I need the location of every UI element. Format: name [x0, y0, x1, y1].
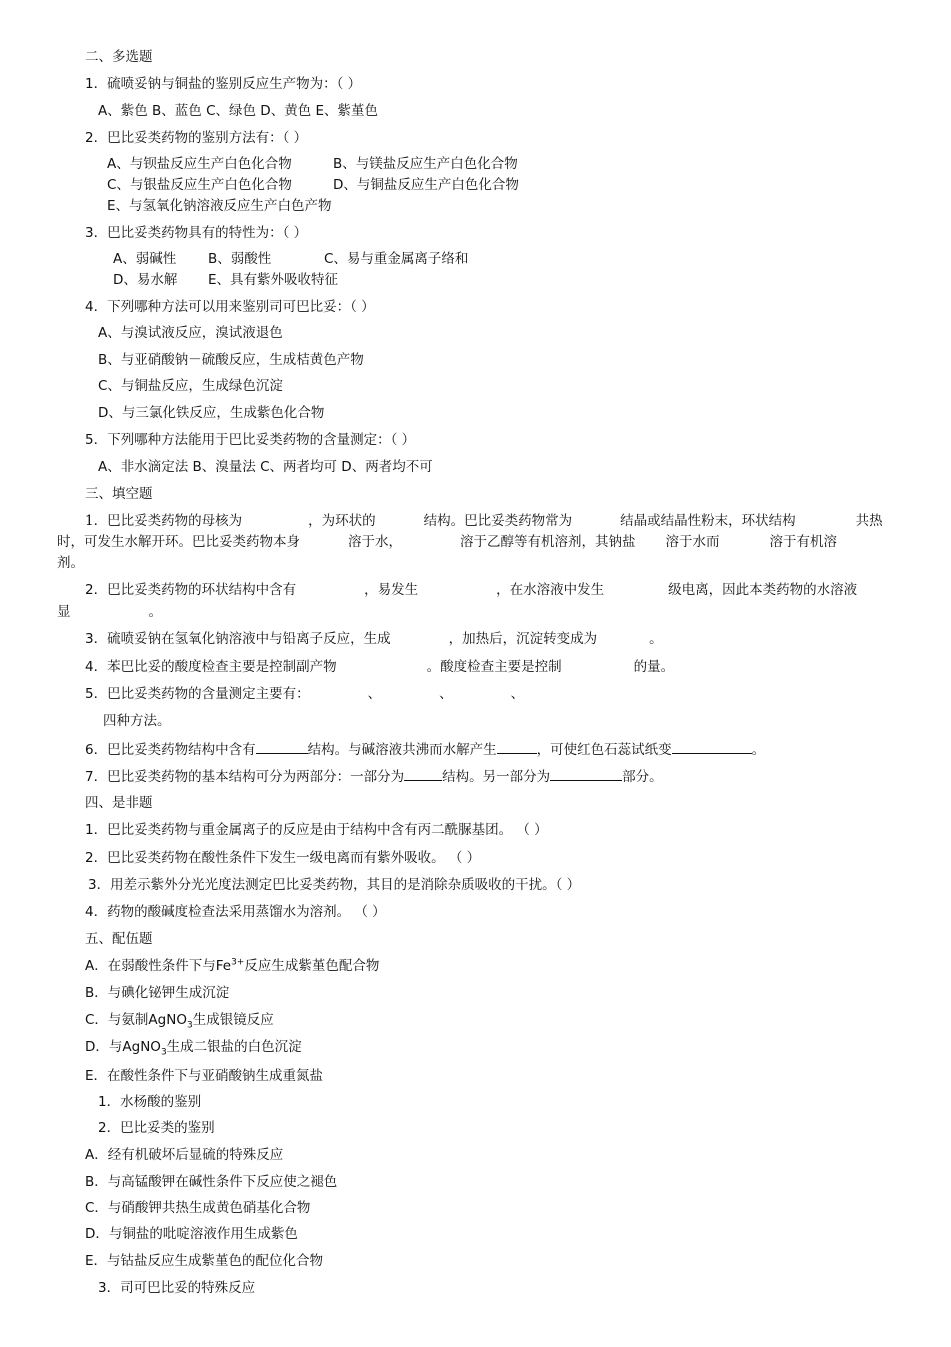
fill-text: 结构。与碱溶液共沸而水解产生 — [307, 742, 497, 758]
mc-q3-option-e: E、具有紫外吸收特征 — [208, 272, 339, 288]
fill-text: ，加热后，沉淀转变成为 — [448, 631, 598, 647]
fill-text: 5．巴比妥类药物的含量测定主要有： — [85, 686, 310, 702]
mc-q3-option-b: B、弱酸性 — [208, 251, 272, 267]
match-option-e: E．在酸性条件下与亚硝酸钠生成重氮盐 — [85, 1068, 324, 1084]
mc-q3-option-c: C、易与重金属离子络和 — [324, 251, 469, 267]
answer-blank[interactable] — [404, 767, 442, 781]
tf-question-1: 1．巴比妥类药物与重金属离子的反应是由于结构中含有丙二酰脲基团。 （ ） — [85, 822, 548, 838]
fill-text: 2．巴比妥类药物的环状结构中含有 — [85, 582, 297, 598]
mc-question-5: 5．下列哪种方法能用于巴比妥类药物的含量测定：（ ） — [85, 432, 416, 448]
mc-q4-option-c: C、与铜盐反应，生成绿色沉淀 — [98, 378, 283, 394]
match-text: A．在弱酸性条件下与Fe — [85, 958, 232, 974]
fill-text: 溶于水而 — [665, 534, 720, 550]
fill-question-5-line-1 — [85, 685, 524, 703]
fill-text: 溶于有机溶 — [769, 534, 837, 550]
mc-q2-option-d: D、与铜盐反应生产白色化合物 — [333, 177, 519, 193]
fill-question-1-line-2 — [57, 533, 837, 551]
mc-q3-option-a: A、弱碱性 — [113, 251, 177, 267]
section-5-title: 五、配伍题 — [85, 931, 153, 947]
fill-text: 显 — [57, 604, 71, 620]
match-option-b: B．与碘化铋钾生成沉淀 — [85, 985, 230, 1001]
match-text: C．与氨制AgNO — [85, 1012, 187, 1028]
mc-q5-options: A、非水滴定法 B、溴量法 C、两者均可 D、两者均不可 — [98, 459, 433, 475]
fill-text: 1．巴比妥类药物的母核为 — [85, 513, 243, 529]
answer-blank[interactable] — [497, 740, 537, 754]
mc-question-1: 1．硫喷妥钠与铜盐的鉴别反应生产物为：（ ） — [85, 76, 362, 92]
section-3-title: 三、填空题 — [85, 486, 153, 502]
match-item-1: 1．水杨酸的鉴别 — [98, 1094, 202, 1110]
fill-text: 的量。 — [633, 659, 675, 675]
answer-blank[interactable] — [672, 740, 752, 754]
fill-text: 。 — [751, 742, 766, 758]
match-text: 反应生成紫堇色配合物 — [244, 958, 380, 974]
subscript: 3 — [160, 1047, 167, 1058]
match-text: 生成二银盐的白色沉淀 — [166, 1039, 302, 1055]
section-2-title: 二、多选题 — [85, 49, 153, 65]
match-option-c — [85, 1011, 274, 1029]
fill-text: 4．苯巴比妥的酸度检查主要是控制副产物 — [85, 659, 337, 675]
match2-option-d: D．与铜盐的吡啶溶液作用生成紫色 — [85, 1226, 298, 1242]
fill-text: ，在水溶液中发生 — [496, 582, 605, 598]
mc-q2-option-c: C、与银盐反应生产白色化合物 — [107, 177, 292, 193]
fill-text: 。 — [649, 631, 663, 647]
mc-q2-option-e: E、与氢氧化钠溶液反应生产白色产物 — [107, 198, 332, 214]
fill-question-7 — [85, 767, 663, 786]
match2-option-e: E．与钴盐反应生成紫堇色的配位化合物 — [85, 1253, 324, 1269]
fill-question-2-line-1 — [85, 581, 857, 599]
fill-text: 、 — [510, 686, 525, 702]
superscript: 3+ — [231, 957, 245, 968]
mc-question-4: 4．下列哪种方法可以用来鉴别司可巴比妥：（ ） — [85, 299, 375, 315]
mc-q2-option-a: A、与钡盐反应生产白色化合物 — [107, 156, 292, 172]
fill-text: ，易发生 — [364, 582, 419, 598]
answer-blank[interactable] — [256, 740, 308, 754]
fill-text: ，可使红色石蕊试纸变 — [536, 742, 672, 758]
section-4-title: 四、是非题 — [85, 795, 153, 811]
mc-question-2: 2．巴比妥类药物的鉴别方法有：（ ） — [85, 130, 308, 146]
fill-text: 。 — [148, 604, 162, 620]
mc-q3-option-d: D、易水解 — [113, 272, 178, 288]
fill-question-5-line-2: 四种方法。 — [103, 713, 171, 729]
answer-blank[interactable] — [550, 767, 622, 781]
match2-option-a: A．经有机破坏后显硫的特殊反应 — [85, 1147, 284, 1163]
fill-text: 结构。巴比妥类药物常为 — [423, 513, 573, 529]
fill-question-2-line-2 — [57, 603, 162, 621]
fill-text: 3．硫喷妥钠在氢氧化钠溶液中与铅离子反应，生成 — [85, 631, 391, 647]
tf-question-3: 3．用差示紫外分光光度法测定巴比妥类药物，其目的是消除杂质吸收的干扰。（ ） — [88, 877, 581, 893]
tf-question-2: 2．巴比妥类药物在酸性条件下发生一级电离而有紫外吸收。 （ ） — [85, 850, 481, 866]
match2-option-b: B．与高锰酸钾在碱性条件下反应使之褪色 — [85, 1174, 338, 1190]
mc-q2-option-b: B、与镁盐反应生产白色化合物 — [333, 156, 518, 172]
fill-question-3 — [85, 630, 663, 648]
fill-text: 、 — [367, 686, 382, 702]
fill-text: 结构。另一部分为 — [442, 769, 551, 785]
fill-text: 溶于乙醇等有机溶剂，其钠盐 — [460, 534, 636, 550]
fill-text: 部分。 — [622, 769, 663, 785]
fill-question-1-line-3: 剂。 — [57, 555, 84, 571]
match-item-3: 3．司可巴比妥的特殊反应 — [98, 1280, 256, 1296]
subscript: 3 — [186, 1020, 193, 1031]
match-item-2: 2．巴比妥类的鉴别 — [98, 1120, 215, 1136]
match-option-a — [85, 957, 379, 975]
fill-question-1-line-1 — [57, 512, 883, 530]
fill-text: 级电离，因此本类药物的水溶液 — [668, 582, 858, 598]
mc-q4-option-b: B、与亚硝酸钠－硫酸反应，生成桔黄色产物 — [98, 352, 364, 368]
match-text: 生成银镜反应 — [192, 1012, 274, 1028]
fill-text: ，为环状的 — [308, 513, 376, 529]
fill-text: 溶于水， — [348, 534, 402, 550]
match-text: D．与AgNO — [85, 1039, 161, 1055]
fill-text: 结晶或结晶性粉末，环状结构 — [620, 513, 796, 529]
match-option-d — [85, 1038, 302, 1056]
fill-text: 。酸度检查主要是控制 — [426, 659, 562, 675]
fill-question-6 — [85, 740, 765, 759]
fill-question-4 — [85, 658, 674, 676]
mc-q4-option-d: D、与三氯化铁反应，生成紫色化合物 — [98, 405, 325, 421]
mc-q4-option-a: A、与溴试液反应，溴试液退色 — [98, 325, 283, 341]
mc-question-1-options: A、紫色 B、蓝色 C、绿色 D、黄色 E、紫堇色 — [98, 103, 379, 119]
mc-question-3: 3．巴比妥类药物具有的特性为：（ ） — [85, 225, 308, 241]
match2-option-c: C．与硝酸钾共热生成黄色硝基化合物 — [85, 1200, 311, 1216]
fill-text: 6．巴比妥类药物结构中含有 — [85, 742, 256, 758]
fill-text: 、 — [439, 686, 453, 702]
fill-text: 时，可发生水解开环。巴比妥类药物本身 — [57, 534, 300, 550]
fill-text: 7．巴比妥类药物的基本结构可分为两部分：一部分为 — [85, 769, 405, 785]
fill-text: 共热 — [855, 513, 883, 529]
tf-question-4: 4．药物的酸碱度检查法采用蒸馏水为溶剂。 （ ） — [85, 904, 386, 920]
